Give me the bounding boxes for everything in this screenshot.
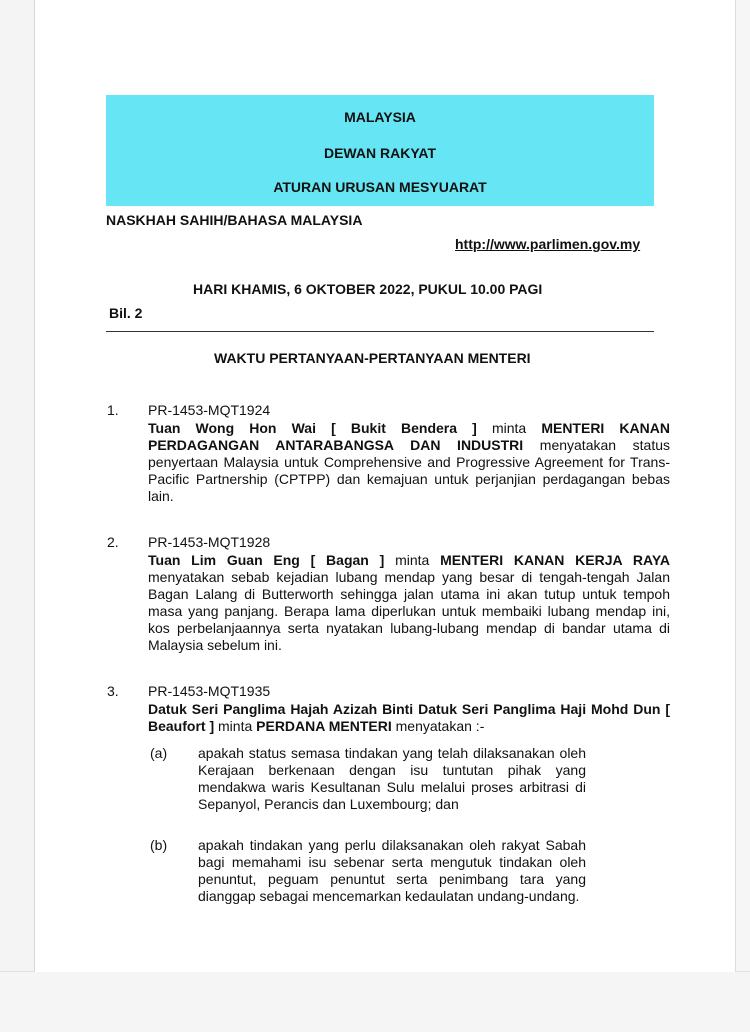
country-title: MALAYSIA xyxy=(344,109,416,125)
bil-number: Bil. 2 xyxy=(109,305,143,321)
question-code: PR-1453-MQT1928 xyxy=(148,534,271,550)
subitem-label: (a) xyxy=(150,745,168,761)
question-minister: MENTERI KANAN PERDAGANGAN ANTARABANGSA DAN INDUSTRI xyxy=(148,420,670,453)
question-asker: Tuan Wong Hon Wai [ Bukit Bendera ] xyxy=(148,420,477,436)
subitem-text: apakah tindakan yang perlu dilaksanakan oleh rakyat Sabah bagi memahami isu sebenar serta mengutuk tindakan oleh penuntut, peguam penuntut serta penimbang tara yang dianggap sebagai mencemarkan kedaulatan undang-undang. xyxy=(198,837,586,904)
viewer-right-margin xyxy=(735,0,750,1032)
question-code: PR-1453-MQT1935 xyxy=(148,683,271,699)
copy-type-label: NASKHAH SAHIH/BAHASA MALAYSIA xyxy=(106,212,363,228)
viewer-bottom-margin xyxy=(0,971,750,1032)
section-title: WAKTU PERTANYAAN-PERTANYAAN MENTERI xyxy=(214,350,531,366)
question-minister: MENTERI KANAN KERJA RAYA xyxy=(440,552,670,568)
question-body xyxy=(148,552,670,654)
document-page xyxy=(35,0,735,972)
question-asker: Datuk Seri Panglima Hajah Azizah Binti Datuk Seri Panglima Haji Mohd Dun [ Beaufort ] xyxy=(148,701,670,734)
house-title: DEWAN RAKYAT xyxy=(323,145,436,161)
question-number: 3. xyxy=(107,683,119,699)
question-body xyxy=(148,701,670,735)
header-banner xyxy=(106,95,654,206)
question-verb: minta xyxy=(218,718,253,734)
question-verb: minta xyxy=(395,552,430,568)
question-code: PR-1453-MQT1924 xyxy=(148,402,271,418)
parliament-url-link[interactable]: http://www.parlimen.gov.my xyxy=(455,236,641,252)
subitem-label: (b) xyxy=(150,837,168,853)
question-body xyxy=(148,420,670,505)
agenda-title: ATURAN URUSAN MESYUARAT xyxy=(273,179,487,195)
session-date: HARI KHAMIS, 6 OKTOBER 2022, PUKUL 10.00 PAGI xyxy=(193,281,543,297)
subitem-text: apakah status semasa tindakan yang telah dilaksanakan oleh Kerajaan berkenaan dengan isu tuntutan pihak yang mendakwa waris Kesultanan Sulu melalui proses arbitrasi di Sepanyol, Perancis dan Luxembourg; dan xyxy=(198,745,586,812)
question-text: menyatakan :- xyxy=(395,718,485,734)
divider-line xyxy=(106,331,654,332)
question-number: 1. xyxy=(107,402,119,418)
viewer-left-margin xyxy=(0,0,35,1032)
question-text: menyatakan status penyertaan Malaysia untuk Comprehensive and Progressive Agreement for Trans-Pacific Partnership (CPTPP) dan kemajuan untuk perjanjian perdagangan bebas lain. xyxy=(148,437,671,504)
question-asker: Tuan Lim Guan Eng [ Bagan ] xyxy=(148,552,385,568)
question-number: 2. xyxy=(107,534,119,550)
question-verb: minta xyxy=(491,420,527,436)
question-minister: PERDANA MENTERI xyxy=(256,718,392,734)
question-text: menyatakan sebab kejadian lubang mendap yang besar di tengah-tengah Jalan Bagan Lalang di Butterworth sehingga jalan utama ini akan tutup untuk tempoh masa yang panjang. Berapa lama diperlukan untuk membaiki lubang mendap ini, kos perbelanjaannya serta nyatakan lubang-lubang mendap di bandar utama di Malaysia sebelum ini. xyxy=(148,569,670,653)
